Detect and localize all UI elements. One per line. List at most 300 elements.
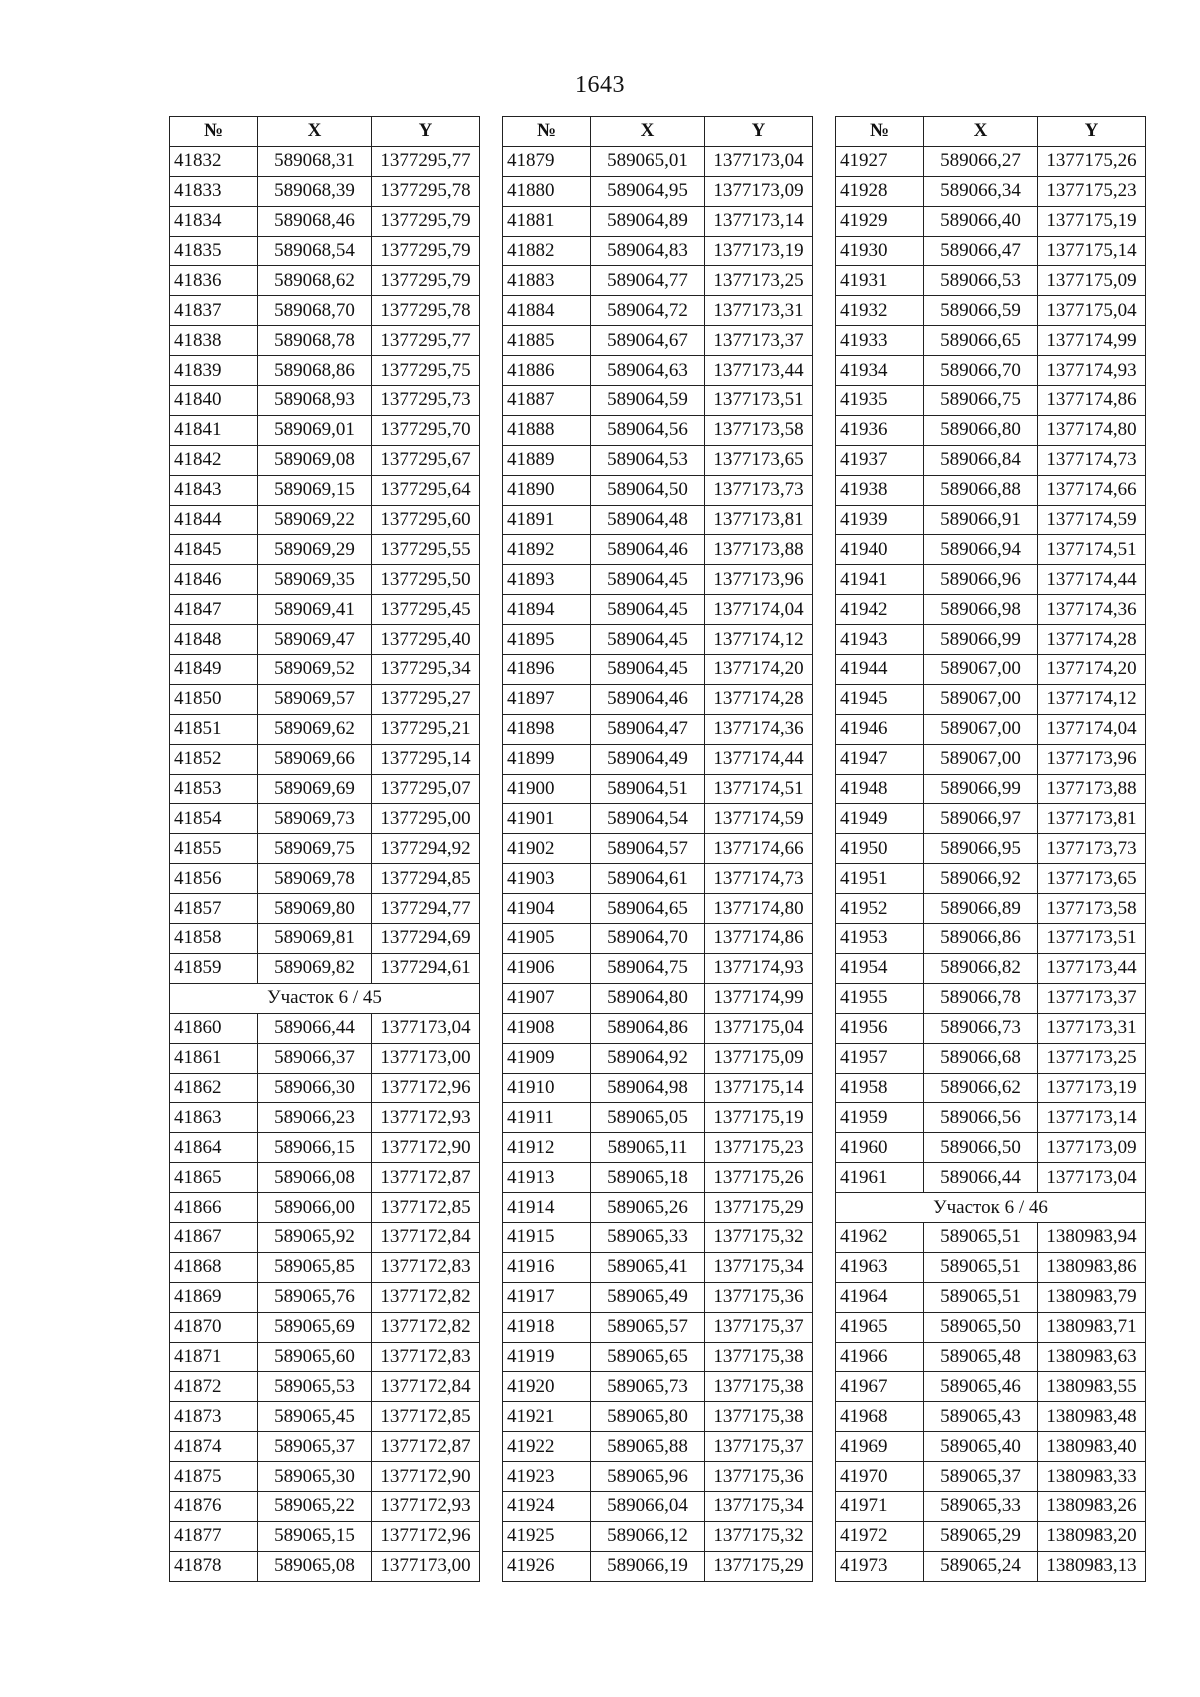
y-coordinate-cell: 1377175,38 xyxy=(705,1372,813,1402)
y-coordinate-cell: 1377175,37 xyxy=(705,1312,813,1342)
point-number-cell: 41890 xyxy=(503,475,591,505)
table-row xyxy=(503,894,813,924)
x-coordinate-cell: 589065,15 xyxy=(258,1521,372,1551)
table-row xyxy=(836,953,1146,983)
table-row xyxy=(836,1521,1146,1551)
y-coordinate-cell: 1380983,13 xyxy=(1038,1551,1146,1581)
y-coordinate-cell: 1377173,14 xyxy=(705,206,813,236)
table-row xyxy=(170,445,480,475)
point-number-cell: 41928 xyxy=(836,176,924,206)
y-coordinate-cell: 1377295,79 xyxy=(372,206,480,236)
point-number-cell: 41943 xyxy=(836,625,924,655)
point-number-cell: 41963 xyxy=(836,1252,924,1282)
x-coordinate-cell: 589066,30 xyxy=(258,1073,372,1103)
table-row xyxy=(503,1043,813,1073)
y-coordinate-cell: 1377175,04 xyxy=(1038,296,1146,326)
point-number-cell: 41874 xyxy=(170,1432,258,1462)
table-row xyxy=(170,266,480,296)
point-number-cell: 41906 xyxy=(503,953,591,983)
y-coordinate-cell: 1377295,67 xyxy=(372,445,480,475)
table-row xyxy=(503,1103,813,1133)
table-row xyxy=(170,625,480,655)
y-coordinate-cell: 1377174,59 xyxy=(1038,505,1146,535)
y-coordinate-cell: 1377175,38 xyxy=(705,1402,813,1432)
x-coordinate-cell: 589069,35 xyxy=(258,565,372,595)
table-row xyxy=(503,744,813,774)
x-coordinate-cell: 589066,37 xyxy=(258,1043,372,1073)
point-number-cell: 41837 xyxy=(170,296,258,326)
table-row xyxy=(170,714,480,744)
section-label: Участок 6 / 46 xyxy=(836,1193,1146,1223)
table-row xyxy=(170,505,480,535)
table-row xyxy=(170,1312,480,1342)
point-number-cell: 41869 xyxy=(170,1282,258,1312)
column-header-x: X xyxy=(591,117,705,147)
x-coordinate-cell: 589065,85 xyxy=(258,1252,372,1282)
y-coordinate-cell: 1377175,32 xyxy=(705,1222,813,1252)
x-coordinate-cell: 589067,00 xyxy=(924,714,1038,744)
table-row xyxy=(503,1282,813,1312)
x-coordinate-cell: 589064,83 xyxy=(591,236,705,266)
x-coordinate-cell: 589065,69 xyxy=(258,1312,372,1342)
table-row xyxy=(503,595,813,625)
point-number-cell: 41864 xyxy=(170,1133,258,1163)
x-coordinate-cell: 589069,41 xyxy=(258,595,372,625)
y-coordinate-cell: 1377174,44 xyxy=(705,744,813,774)
y-coordinate-cell: 1377175,09 xyxy=(1038,266,1146,296)
point-number-cell: 41934 xyxy=(836,356,924,386)
y-coordinate-cell: 1377175,26 xyxy=(705,1163,813,1193)
point-number-cell: 41849 xyxy=(170,655,258,685)
x-coordinate-cell: 589065,43 xyxy=(924,1402,1038,1432)
table-row xyxy=(503,415,813,445)
y-coordinate-cell: 1377295,50 xyxy=(372,565,480,595)
x-coordinate-cell: 589066,80 xyxy=(924,415,1038,445)
x-coordinate-cell: 589065,51 xyxy=(924,1252,1038,1282)
point-number-cell: 41966 xyxy=(836,1342,924,1372)
point-number-cell: 41957 xyxy=(836,1043,924,1073)
table-row xyxy=(170,1521,480,1551)
point-number-cell: 41914 xyxy=(503,1193,591,1223)
x-coordinate-cell: 589065,40 xyxy=(924,1432,1038,1462)
x-coordinate-cell: 589066,50 xyxy=(924,1133,1038,1163)
table-row xyxy=(836,386,1146,416)
y-coordinate-cell: 1380983,55 xyxy=(1038,1372,1146,1402)
table-row xyxy=(170,1073,480,1103)
table-row xyxy=(170,326,480,356)
y-coordinate-cell: 1377173,04 xyxy=(372,1013,480,1043)
y-coordinate-cell: 1377174,99 xyxy=(1038,326,1146,356)
point-number-cell: 41881 xyxy=(503,206,591,236)
y-coordinate-cell: 1377172,93 xyxy=(372,1103,480,1133)
x-coordinate-cell: 589066,44 xyxy=(924,1163,1038,1193)
point-number-cell: 41875 xyxy=(170,1462,258,1492)
y-coordinate-cell: 1377175,37 xyxy=(705,1432,813,1462)
y-coordinate-cell: 1377295,27 xyxy=(372,684,480,714)
x-coordinate-cell: 589064,51 xyxy=(591,774,705,804)
point-number-cell: 41832 xyxy=(170,146,258,176)
point-number-cell: 41948 xyxy=(836,774,924,804)
x-coordinate-cell: 589068,86 xyxy=(258,356,372,386)
point-number-cell: 41904 xyxy=(503,894,591,924)
y-coordinate-cell: 1377295,07 xyxy=(372,774,480,804)
point-number-cell: 41856 xyxy=(170,864,258,894)
point-number-cell: 41915 xyxy=(503,1222,591,1252)
point-number-cell: 41902 xyxy=(503,834,591,864)
point-number-cell: 41903 xyxy=(503,864,591,894)
y-coordinate-cell: 1377295,70 xyxy=(372,415,480,445)
point-number-cell: 41950 xyxy=(836,834,924,864)
x-coordinate-cell: 589068,31 xyxy=(258,146,372,176)
table-row xyxy=(170,565,480,595)
x-coordinate-cell: 589066,97 xyxy=(924,804,1038,834)
table-row xyxy=(170,475,480,505)
point-number-cell: 41851 xyxy=(170,714,258,744)
point-number-cell: 41889 xyxy=(503,445,591,475)
x-coordinate-cell: 589069,22 xyxy=(258,505,372,535)
y-coordinate-cell: 1377295,14 xyxy=(372,744,480,774)
x-coordinate-cell: 589065,37 xyxy=(924,1462,1038,1492)
point-number-cell: 41927 xyxy=(836,146,924,176)
point-number-cell: 41844 xyxy=(170,505,258,535)
table-row xyxy=(503,1073,813,1103)
point-number-cell: 41958 xyxy=(836,1073,924,1103)
y-coordinate-cell: 1377173,44 xyxy=(1038,953,1146,983)
x-coordinate-cell: 589069,75 xyxy=(258,834,372,864)
y-coordinate-cell: 1380983,71 xyxy=(1038,1312,1146,1342)
x-coordinate-cell: 589069,15 xyxy=(258,475,372,505)
y-coordinate-cell: 1377295,73 xyxy=(372,386,480,416)
table-row xyxy=(503,1163,813,1193)
x-coordinate-cell: 589065,51 xyxy=(924,1222,1038,1252)
point-number-cell: 41870 xyxy=(170,1312,258,1342)
point-number-cell: 41918 xyxy=(503,1312,591,1342)
section-row xyxy=(170,983,480,1013)
y-coordinate-cell: 1377295,79 xyxy=(372,266,480,296)
x-coordinate-cell: 589066,75 xyxy=(924,386,1038,416)
point-number-cell: 41909 xyxy=(503,1043,591,1073)
point-number-cell: 41933 xyxy=(836,326,924,356)
point-number-cell: 41901 xyxy=(503,804,591,834)
y-coordinate-cell: 1377174,44 xyxy=(1038,565,1146,595)
y-coordinate-cell: 1377175,23 xyxy=(705,1133,813,1163)
point-number-cell: 41951 xyxy=(836,864,924,894)
table-row xyxy=(170,415,480,445)
x-coordinate-cell: 589069,80 xyxy=(258,894,372,924)
x-coordinate-cell: 589064,61 xyxy=(591,864,705,894)
y-coordinate-cell: 1377174,86 xyxy=(1038,386,1146,416)
x-coordinate-cell: 589064,95 xyxy=(591,176,705,206)
x-coordinate-cell: 589065,18 xyxy=(591,1163,705,1193)
table-row xyxy=(836,565,1146,595)
y-coordinate-cell: 1377172,84 xyxy=(372,1222,480,1252)
point-number-cell: 41942 xyxy=(836,595,924,625)
table-row xyxy=(836,1282,1146,1312)
point-number-cell: 41896 xyxy=(503,655,591,685)
y-coordinate-cell: 1377172,82 xyxy=(372,1312,480,1342)
y-coordinate-cell: 1377173,51 xyxy=(1038,924,1146,954)
x-coordinate-cell: 589065,76 xyxy=(258,1282,372,1312)
point-number-cell: 41959 xyxy=(836,1103,924,1133)
table-row xyxy=(836,1551,1146,1581)
y-coordinate-cell: 1377172,90 xyxy=(372,1462,480,1492)
y-coordinate-cell: 1377172,85 xyxy=(372,1193,480,1223)
point-number-cell: 41880 xyxy=(503,176,591,206)
x-coordinate-cell: 589065,57 xyxy=(591,1312,705,1342)
point-number-cell: 41861 xyxy=(170,1043,258,1073)
point-number-cell: 41892 xyxy=(503,535,591,565)
y-coordinate-cell: 1377173,65 xyxy=(1038,864,1146,894)
point-number-cell: 41872 xyxy=(170,1372,258,1402)
table-row xyxy=(503,1551,813,1581)
y-coordinate-cell: 1380983,86 xyxy=(1038,1252,1146,1282)
x-coordinate-cell: 589068,39 xyxy=(258,176,372,206)
point-number-cell: 41852 xyxy=(170,744,258,774)
y-coordinate-cell: 1377175,14 xyxy=(705,1073,813,1103)
point-number-cell: 41865 xyxy=(170,1163,258,1193)
point-number-cell: 41955 xyxy=(836,983,924,1013)
y-coordinate-cell: 1377173,25 xyxy=(1038,1043,1146,1073)
table-row xyxy=(503,714,813,744)
point-number-cell: 41971 xyxy=(836,1491,924,1521)
table-row xyxy=(503,565,813,595)
y-coordinate-cell: 1377174,28 xyxy=(1038,625,1146,655)
y-coordinate-cell: 1377295,79 xyxy=(372,236,480,266)
point-number-cell: 41954 xyxy=(836,953,924,983)
y-coordinate-cell: 1377173,25 xyxy=(705,266,813,296)
table-row xyxy=(503,924,813,954)
table-row xyxy=(836,1013,1146,1043)
y-coordinate-cell: 1377175,38 xyxy=(705,1342,813,1372)
x-coordinate-cell: 589068,54 xyxy=(258,236,372,266)
point-number-cell: 41936 xyxy=(836,415,924,445)
point-number-cell: 41947 xyxy=(836,744,924,774)
point-number-cell: 41878 xyxy=(170,1551,258,1581)
table-row xyxy=(836,445,1146,475)
x-coordinate-cell: 589068,78 xyxy=(258,326,372,356)
y-coordinate-cell: 1377294,69 xyxy=(372,924,480,954)
table-row xyxy=(503,804,813,834)
y-coordinate-cell: 1377175,23 xyxy=(1038,176,1146,206)
table-row xyxy=(503,146,813,176)
table-row xyxy=(170,894,480,924)
x-coordinate-cell: 589065,60 xyxy=(258,1342,372,1372)
point-number-cell: 41846 xyxy=(170,565,258,595)
table-row xyxy=(503,774,813,804)
x-coordinate-cell: 589066,15 xyxy=(258,1133,372,1163)
table-row xyxy=(836,894,1146,924)
table-row xyxy=(503,1133,813,1163)
y-coordinate-cell: 1380983,48 xyxy=(1038,1402,1146,1432)
point-number-cell: 41845 xyxy=(170,535,258,565)
point-number-cell: 41894 xyxy=(503,595,591,625)
point-number-cell: 41916 xyxy=(503,1252,591,1282)
x-coordinate-cell: 589066,96 xyxy=(924,565,1038,595)
y-coordinate-cell: 1377172,85 xyxy=(372,1402,480,1432)
x-coordinate-cell: 589066,59 xyxy=(924,296,1038,326)
x-coordinate-cell: 589066,08 xyxy=(258,1163,372,1193)
table-row xyxy=(503,1462,813,1492)
y-coordinate-cell: 1377295,77 xyxy=(372,326,480,356)
y-coordinate-cell: 1377174,36 xyxy=(705,714,813,744)
point-number-cell: 41929 xyxy=(836,206,924,236)
table-header-row xyxy=(836,117,1146,147)
x-coordinate-cell: 589064,63 xyxy=(591,356,705,386)
point-number-cell: 41898 xyxy=(503,714,591,744)
x-coordinate-cell: 589065,41 xyxy=(591,1252,705,1282)
table-row xyxy=(836,296,1146,326)
point-number-cell: 41873 xyxy=(170,1402,258,1432)
point-number-cell: 41836 xyxy=(170,266,258,296)
point-number-cell: 41905 xyxy=(503,924,591,954)
column-header-x: X xyxy=(258,117,372,147)
table-row xyxy=(836,804,1146,834)
point-number-cell: 41835 xyxy=(170,236,258,266)
column-header-number: № xyxy=(170,117,258,147)
point-number-cell: 41900 xyxy=(503,774,591,804)
x-coordinate-cell: 589066,98 xyxy=(924,595,1038,625)
y-coordinate-cell: 1377174,73 xyxy=(705,864,813,894)
table-row xyxy=(503,1312,813,1342)
table-row xyxy=(170,595,480,625)
y-coordinate-cell: 1377173,04 xyxy=(1038,1163,1146,1193)
y-coordinate-cell: 1377295,00 xyxy=(372,804,480,834)
point-number-cell: 41939 xyxy=(836,505,924,535)
y-coordinate-cell: 1377173,51 xyxy=(705,386,813,416)
y-coordinate-cell: 1377172,93 xyxy=(372,1491,480,1521)
y-coordinate-cell: 1377174,73 xyxy=(1038,445,1146,475)
point-number-cell: 41925 xyxy=(503,1521,591,1551)
point-number-cell: 41885 xyxy=(503,326,591,356)
x-coordinate-cell: 589069,01 xyxy=(258,415,372,445)
y-coordinate-cell: 1377173,88 xyxy=(705,535,813,565)
x-coordinate-cell: 589064,65 xyxy=(591,894,705,924)
point-number-cell: 41882 xyxy=(503,236,591,266)
point-number-cell: 41886 xyxy=(503,356,591,386)
table-row xyxy=(503,1222,813,1252)
point-number-cell: 41868 xyxy=(170,1252,258,1282)
x-coordinate-cell: 589065,50 xyxy=(924,1312,1038,1342)
x-coordinate-cell: 589068,93 xyxy=(258,386,372,416)
table-row xyxy=(836,1402,1146,1432)
x-coordinate-cell: 589066,84 xyxy=(924,445,1038,475)
x-coordinate-cell: 589064,86 xyxy=(591,1013,705,1043)
x-coordinate-cell: 589066,99 xyxy=(924,625,1038,655)
x-coordinate-cell: 589066,65 xyxy=(924,326,1038,356)
point-number-cell: 41884 xyxy=(503,296,591,326)
y-coordinate-cell: 1377175,04 xyxy=(705,1013,813,1043)
y-coordinate-cell: 1377295,40 xyxy=(372,625,480,655)
y-coordinate-cell: 1377173,09 xyxy=(1038,1133,1146,1163)
table-row xyxy=(836,1073,1146,1103)
y-coordinate-cell: 1377295,21 xyxy=(372,714,480,744)
x-coordinate-cell: 589066,94 xyxy=(924,535,1038,565)
point-number-cell: 41877 xyxy=(170,1521,258,1551)
table-row xyxy=(836,206,1146,236)
x-coordinate-cell: 589069,62 xyxy=(258,714,372,744)
x-coordinate-cell: 589066,86 xyxy=(924,924,1038,954)
x-coordinate-cell: 589065,51 xyxy=(924,1282,1038,1312)
y-coordinate-cell: 1377175,09 xyxy=(705,1043,813,1073)
y-coordinate-cell: 1377174,28 xyxy=(705,684,813,714)
x-coordinate-cell: 589066,53 xyxy=(924,266,1038,296)
y-coordinate-cell: 1377173,73 xyxy=(705,475,813,505)
point-number-cell: 41895 xyxy=(503,625,591,655)
y-coordinate-cell: 1377173,37 xyxy=(705,326,813,356)
table-row xyxy=(503,1402,813,1432)
y-coordinate-cell: 1380983,79 xyxy=(1038,1282,1146,1312)
point-number-cell: 41932 xyxy=(836,296,924,326)
y-coordinate-cell: 1377174,51 xyxy=(705,774,813,804)
y-coordinate-cell: 1377173,00 xyxy=(372,1043,480,1073)
point-number-cell: 41965 xyxy=(836,1312,924,1342)
table-row xyxy=(836,744,1146,774)
table-header-row xyxy=(503,117,813,147)
y-coordinate-cell: 1377295,45 xyxy=(372,595,480,625)
y-coordinate-cell: 1377295,77 xyxy=(372,146,480,176)
table-row xyxy=(836,326,1146,356)
table-row xyxy=(503,1013,813,1043)
table-row xyxy=(503,326,813,356)
table-row xyxy=(836,505,1146,535)
y-coordinate-cell: 1377295,34 xyxy=(372,655,480,685)
x-coordinate-cell: 589065,24 xyxy=(924,1551,1038,1581)
y-coordinate-cell: 1377173,19 xyxy=(1038,1073,1146,1103)
y-coordinate-cell: 1377173,19 xyxy=(705,236,813,266)
x-coordinate-cell: 589069,82 xyxy=(258,953,372,983)
table-row xyxy=(170,1372,480,1402)
x-coordinate-cell: 589064,45 xyxy=(591,595,705,625)
y-coordinate-cell: 1377174,12 xyxy=(1038,684,1146,714)
table-row xyxy=(503,684,813,714)
y-coordinate-cell: 1377173,96 xyxy=(705,565,813,595)
x-coordinate-cell: 589065,80 xyxy=(591,1402,705,1432)
table-row xyxy=(503,475,813,505)
table-row xyxy=(170,1491,480,1521)
table-row xyxy=(836,1491,1146,1521)
point-number-cell: 41913 xyxy=(503,1163,591,1193)
table-row xyxy=(170,296,480,326)
table-row xyxy=(170,236,480,266)
x-coordinate-cell: 589064,46 xyxy=(591,535,705,565)
table-row xyxy=(170,356,480,386)
table-row xyxy=(170,1222,480,1252)
x-coordinate-cell: 589064,80 xyxy=(591,983,705,1013)
table-row xyxy=(170,834,480,864)
point-number-cell: 41945 xyxy=(836,684,924,714)
table-row xyxy=(836,415,1146,445)
point-number-cell: 41848 xyxy=(170,625,258,655)
point-number-cell: 41867 xyxy=(170,1222,258,1252)
table-row xyxy=(170,804,480,834)
table-row xyxy=(836,1342,1146,1372)
table-row xyxy=(836,714,1146,744)
point-number-cell: 41888 xyxy=(503,415,591,445)
y-coordinate-cell: 1377172,96 xyxy=(372,1073,480,1103)
x-coordinate-cell: 589068,62 xyxy=(258,266,372,296)
point-number-cell: 41859 xyxy=(170,953,258,983)
y-coordinate-cell: 1377295,75 xyxy=(372,356,480,386)
point-number-cell: 41841 xyxy=(170,415,258,445)
x-coordinate-cell: 589067,00 xyxy=(924,655,1038,685)
table-row xyxy=(503,445,813,475)
y-coordinate-cell: 1377175,29 xyxy=(705,1193,813,1223)
point-number-cell: 41924 xyxy=(503,1491,591,1521)
x-coordinate-cell: 589064,46 xyxy=(591,684,705,714)
y-coordinate-cell: 1380983,40 xyxy=(1038,1432,1146,1462)
y-coordinate-cell: 1377174,20 xyxy=(705,655,813,685)
section-row xyxy=(836,1193,1146,1223)
